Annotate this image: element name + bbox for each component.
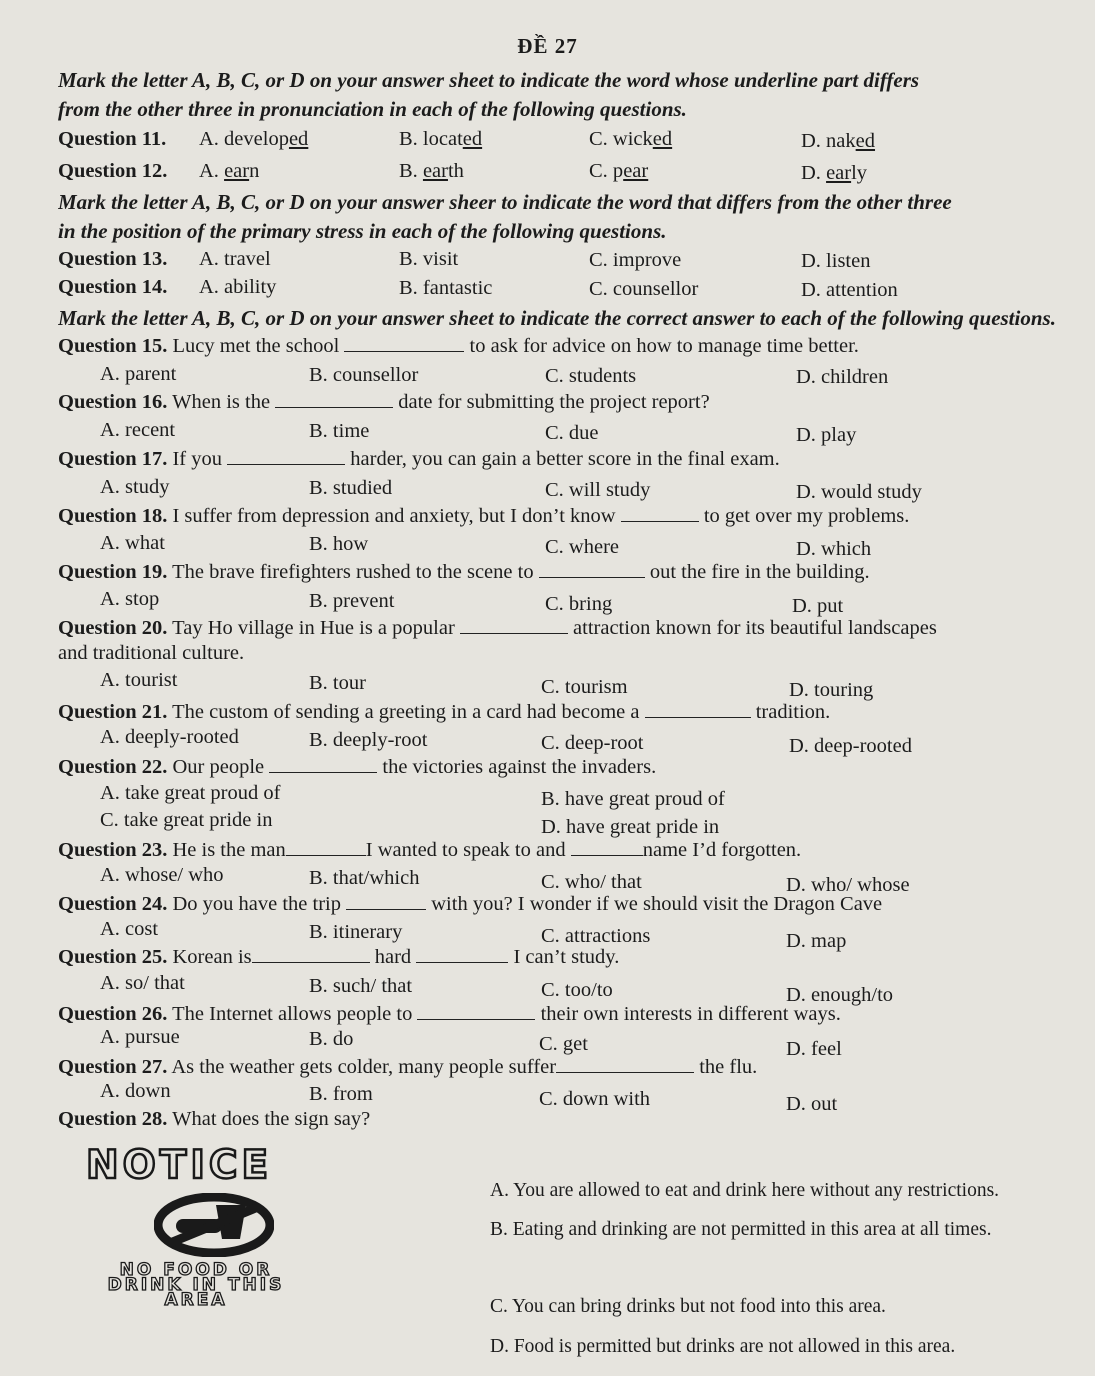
q25-option-a[interactable]: A. so/ that	[100, 972, 185, 994]
q28-option-b[interactable]: B. Eating and drinking are not permitted in this area at all times.	[490, 1219, 992, 1240]
q12-option-a[interactable]: A. earn	[199, 160, 260, 182]
instruction-stress-line1: Mark the letter A, B, C, or D on your answer sheer to indicate the word that differs from the other three	[58, 190, 952, 214]
instruction-pronunciation-line1: Mark the letter A, B, C, or D on your answer sheet to indicate the word whose underline part differs	[58, 68, 920, 92]
q15-option-a[interactable]: A. parent	[100, 363, 177, 385]
q15-option-b[interactable]: B. counsellor	[309, 364, 419, 386]
q23-option-c[interactable]: C. who/ that	[541, 871, 642, 893]
q18-option-c[interactable]: C. where	[545, 536, 620, 558]
q25-option-d[interactable]: D. enough/to	[786, 984, 894, 1006]
q28-option-c[interactable]: C. You can bring drinks but not food into this area.	[490, 1296, 886, 1317]
q22-option-b[interactable]: B. have great proud of	[541, 788, 725, 810]
notice-text-line1: NO FOOD OR	[119, 1260, 273, 1280]
q14-option-a[interactable]: A. ability	[199, 276, 277, 298]
question-20: Question 20. Tay Ho village in Hue is a popular attraction known for its beautiful landscapes	[58, 617, 937, 639]
q13-option-c[interactable]: C. improve	[589, 249, 682, 271]
q27-option-c[interactable]: C. down with	[539, 1088, 651, 1110]
q26-option-a[interactable]: A. pursue	[100, 1026, 180, 1048]
question-13: Question 13.	[58, 248, 168, 270]
notice-sign	[76, 1143, 340, 1345]
question-26: Question 26. The Internet allows people to their own interests in different ways.	[58, 1003, 841, 1025]
q19-option-b[interactable]: B. prevent	[309, 590, 395, 612]
question-22: Question 22. Our people the victories against the invaders.	[58, 756, 657, 778]
q28-option-d[interactable]: D. Food is permitted but drinks are not allowed in this area.	[490, 1336, 956, 1357]
q15-option-c[interactable]: C. students	[545, 365, 637, 387]
q20-option-d[interactable]: D. touring	[789, 679, 874, 701]
q11-option-d[interactable]: D. naked	[801, 130, 876, 152]
q26-option-c[interactable]: C. get	[539, 1033, 588, 1055]
q18-option-b[interactable]: B. how	[309, 533, 369, 555]
question-14: Question 14.	[58, 276, 168, 298]
question-number: Question 11.	[58, 128, 167, 150]
answer-blank	[571, 854, 643, 856]
q20-option-b[interactable]: B. tour	[309, 672, 366, 694]
q16-option-d[interactable]: D. play	[796, 424, 857, 446]
q19-option-a[interactable]: A. stop	[100, 588, 160, 610]
no-food-drink-icon	[154, 1193, 274, 1257]
answer-blank	[269, 771, 377, 773]
answer-blank	[621, 520, 699, 522]
question-23: Question 23. He is the man I wanted to speak to and name I’d forgotten.	[58, 839, 802, 861]
q17-option-d[interactable]: D. would study	[796, 481, 922, 503]
q14-option-d[interactable]: D. attention	[801, 279, 898, 301]
q19-option-d[interactable]: D. put	[792, 595, 844, 617]
q24-option-d[interactable]: D. map	[786, 930, 847, 952]
question-17: Question 17. If you harder, you can gain a better score in the final exam.	[58, 448, 780, 470]
q18-option-d[interactable]: D. which	[796, 538, 872, 560]
answer-blank	[346, 908, 426, 910]
notice-text-line3: AREA	[164, 1290, 228, 1310]
q18-option-a[interactable]: A. what	[100, 532, 165, 554]
notice-text	[76, 1260, 316, 1310]
q11-option-b[interactable]: B. located	[399, 128, 483, 150]
instruction-correct-answer: Mark the letter A, B, C, or D on your answer sheet to indicate the correct answer to each of the following questions.	[58, 306, 1056, 330]
question-21: Question 21. The custom of sending a greeting in a card had become a tradition.	[58, 701, 831, 723]
question-28: Question 28. What does the sign say?	[58, 1108, 371, 1130]
question-18: Question 18. I suffer from depression and anxiety, but I don’t know to get over my problems.	[58, 505, 910, 527]
q16-option-a[interactable]: A. recent	[100, 419, 176, 441]
q12-option-c[interactable]: C. pear	[589, 160, 649, 182]
q14-option-c[interactable]: C. counsellor	[589, 278, 699, 300]
answer-blank	[416, 961, 508, 963]
q12-option-b[interactable]: B. earth	[399, 160, 464, 182]
q23-option-b[interactable]: B. that/which	[309, 867, 420, 889]
q15-option-d[interactable]: D. children	[796, 366, 889, 388]
q21-option-a[interactable]: A. deeply-rooted	[100, 726, 239, 748]
q13-option-a[interactable]: A. travel	[199, 248, 271, 270]
answer-blank	[417, 1018, 535, 1020]
answer-blank	[275, 406, 393, 408]
instruction-stress-line2: in the position of the primary stress in each of the following questions.	[58, 219, 667, 243]
q21-option-d[interactable]: D. deep-rooted	[789, 735, 912, 757]
question-19: Question 19. The brave firefighters rushed to the scene to out the fire in the building.	[58, 561, 870, 583]
q23-option-a[interactable]: A. whose/ who	[100, 864, 224, 886]
q17-option-a[interactable]: A. study	[100, 476, 170, 498]
answer-blank	[252, 961, 370, 963]
q22-option-c[interactable]: C. take great pride in	[100, 809, 273, 831]
q20-option-c[interactable]: C. tourism	[541, 676, 628, 698]
question-15: Question 15. Lucy met the school to ask for advice on how to manage time better.	[58, 335, 859, 357]
question-12	[58, 160, 167, 183]
q25-option-b[interactable]: B. such/ that	[309, 975, 413, 997]
question-number: Question 12.	[58, 160, 168, 182]
answer-blank	[556, 1071, 694, 1073]
q25-option-c[interactable]: C. too/to	[541, 979, 613, 1001]
q24-option-a[interactable]: A. cost	[100, 918, 159, 940]
q24-option-c[interactable]: C. attractions	[541, 925, 651, 947]
q11-option-a[interactable]: A. developed	[199, 128, 309, 150]
q26-option-b[interactable]: B. do	[309, 1028, 354, 1050]
answer-blank	[344, 350, 464, 352]
answer-blank	[460, 632, 568, 634]
q16-option-c[interactable]: C. due	[545, 422, 599, 444]
q12-option-d[interactable]: D. early	[801, 162, 868, 184]
instruction-pronunciation-line2: from the other three in pronunciation in each of the following questions.	[58, 97, 687, 121]
answer-blank	[645, 716, 751, 718]
question-20-continued: and traditional culture.	[58, 642, 245, 664]
q21-option-b[interactable]: B. deeply-root	[309, 729, 428, 751]
question-16: Question 16. When is the date for submitting the project report?	[58, 391, 710, 413]
q21-option-c[interactable]: C. deep-root	[541, 732, 644, 754]
q16-option-b[interactable]: B. time	[309, 420, 370, 442]
q24-option-b[interactable]: B. itinerary	[309, 921, 403, 943]
q14-option-b[interactable]: B. fantastic	[399, 277, 493, 299]
notice-text-line2: DRINK IN THIS	[107, 1275, 285, 1295]
q11-option-c[interactable]: C. wicked	[589, 128, 673, 150]
q13-option-d[interactable]: D. listen	[801, 250, 871, 272]
q23-option-d[interactable]: D. who/ whose	[786, 874, 910, 896]
question-25: Question 25. Korean is hard I can’t study.	[58, 946, 620, 968]
notice-title: NOTICE	[86, 1143, 273, 1188]
q20-option-a[interactable]: A. tourist	[100, 669, 178, 691]
q17-option-c[interactable]: C. will study	[545, 479, 651, 501]
q19-option-c[interactable]: C. bring	[545, 593, 613, 615]
question-24: Question 24. Do you have the trip with you? I wonder if we should visit the Dragon Cave	[58, 893, 883, 915]
q28-option-a[interactable]: A. You are allowed to eat and drink here without any restrictions.	[490, 1180, 1000, 1201]
answer-blank	[227, 463, 345, 465]
q27-option-d[interactable]: D. out	[786, 1093, 838, 1115]
answer-blank	[539, 576, 645, 578]
q17-option-b[interactable]: B. studied	[309, 477, 393, 499]
q27-option-a[interactable]: A. down	[100, 1080, 171, 1102]
answer-blank	[286, 854, 366, 856]
exam-title: ĐỀ 27	[517, 34, 578, 58]
q27-option-b[interactable]: B. from	[309, 1083, 373, 1105]
q22-option-d[interactable]: D. have great pride in	[541, 816, 720, 838]
q26-option-d[interactable]: D. feel	[786, 1038, 842, 1060]
q13-option-b[interactable]: B. visit	[399, 248, 459, 270]
q22-option-a[interactable]: A. take great proud of	[100, 782, 281, 804]
question-27: Question 27. As the weather gets colder, many people suffer the flu.	[58, 1056, 758, 1078]
question-11	[58, 128, 166, 151]
